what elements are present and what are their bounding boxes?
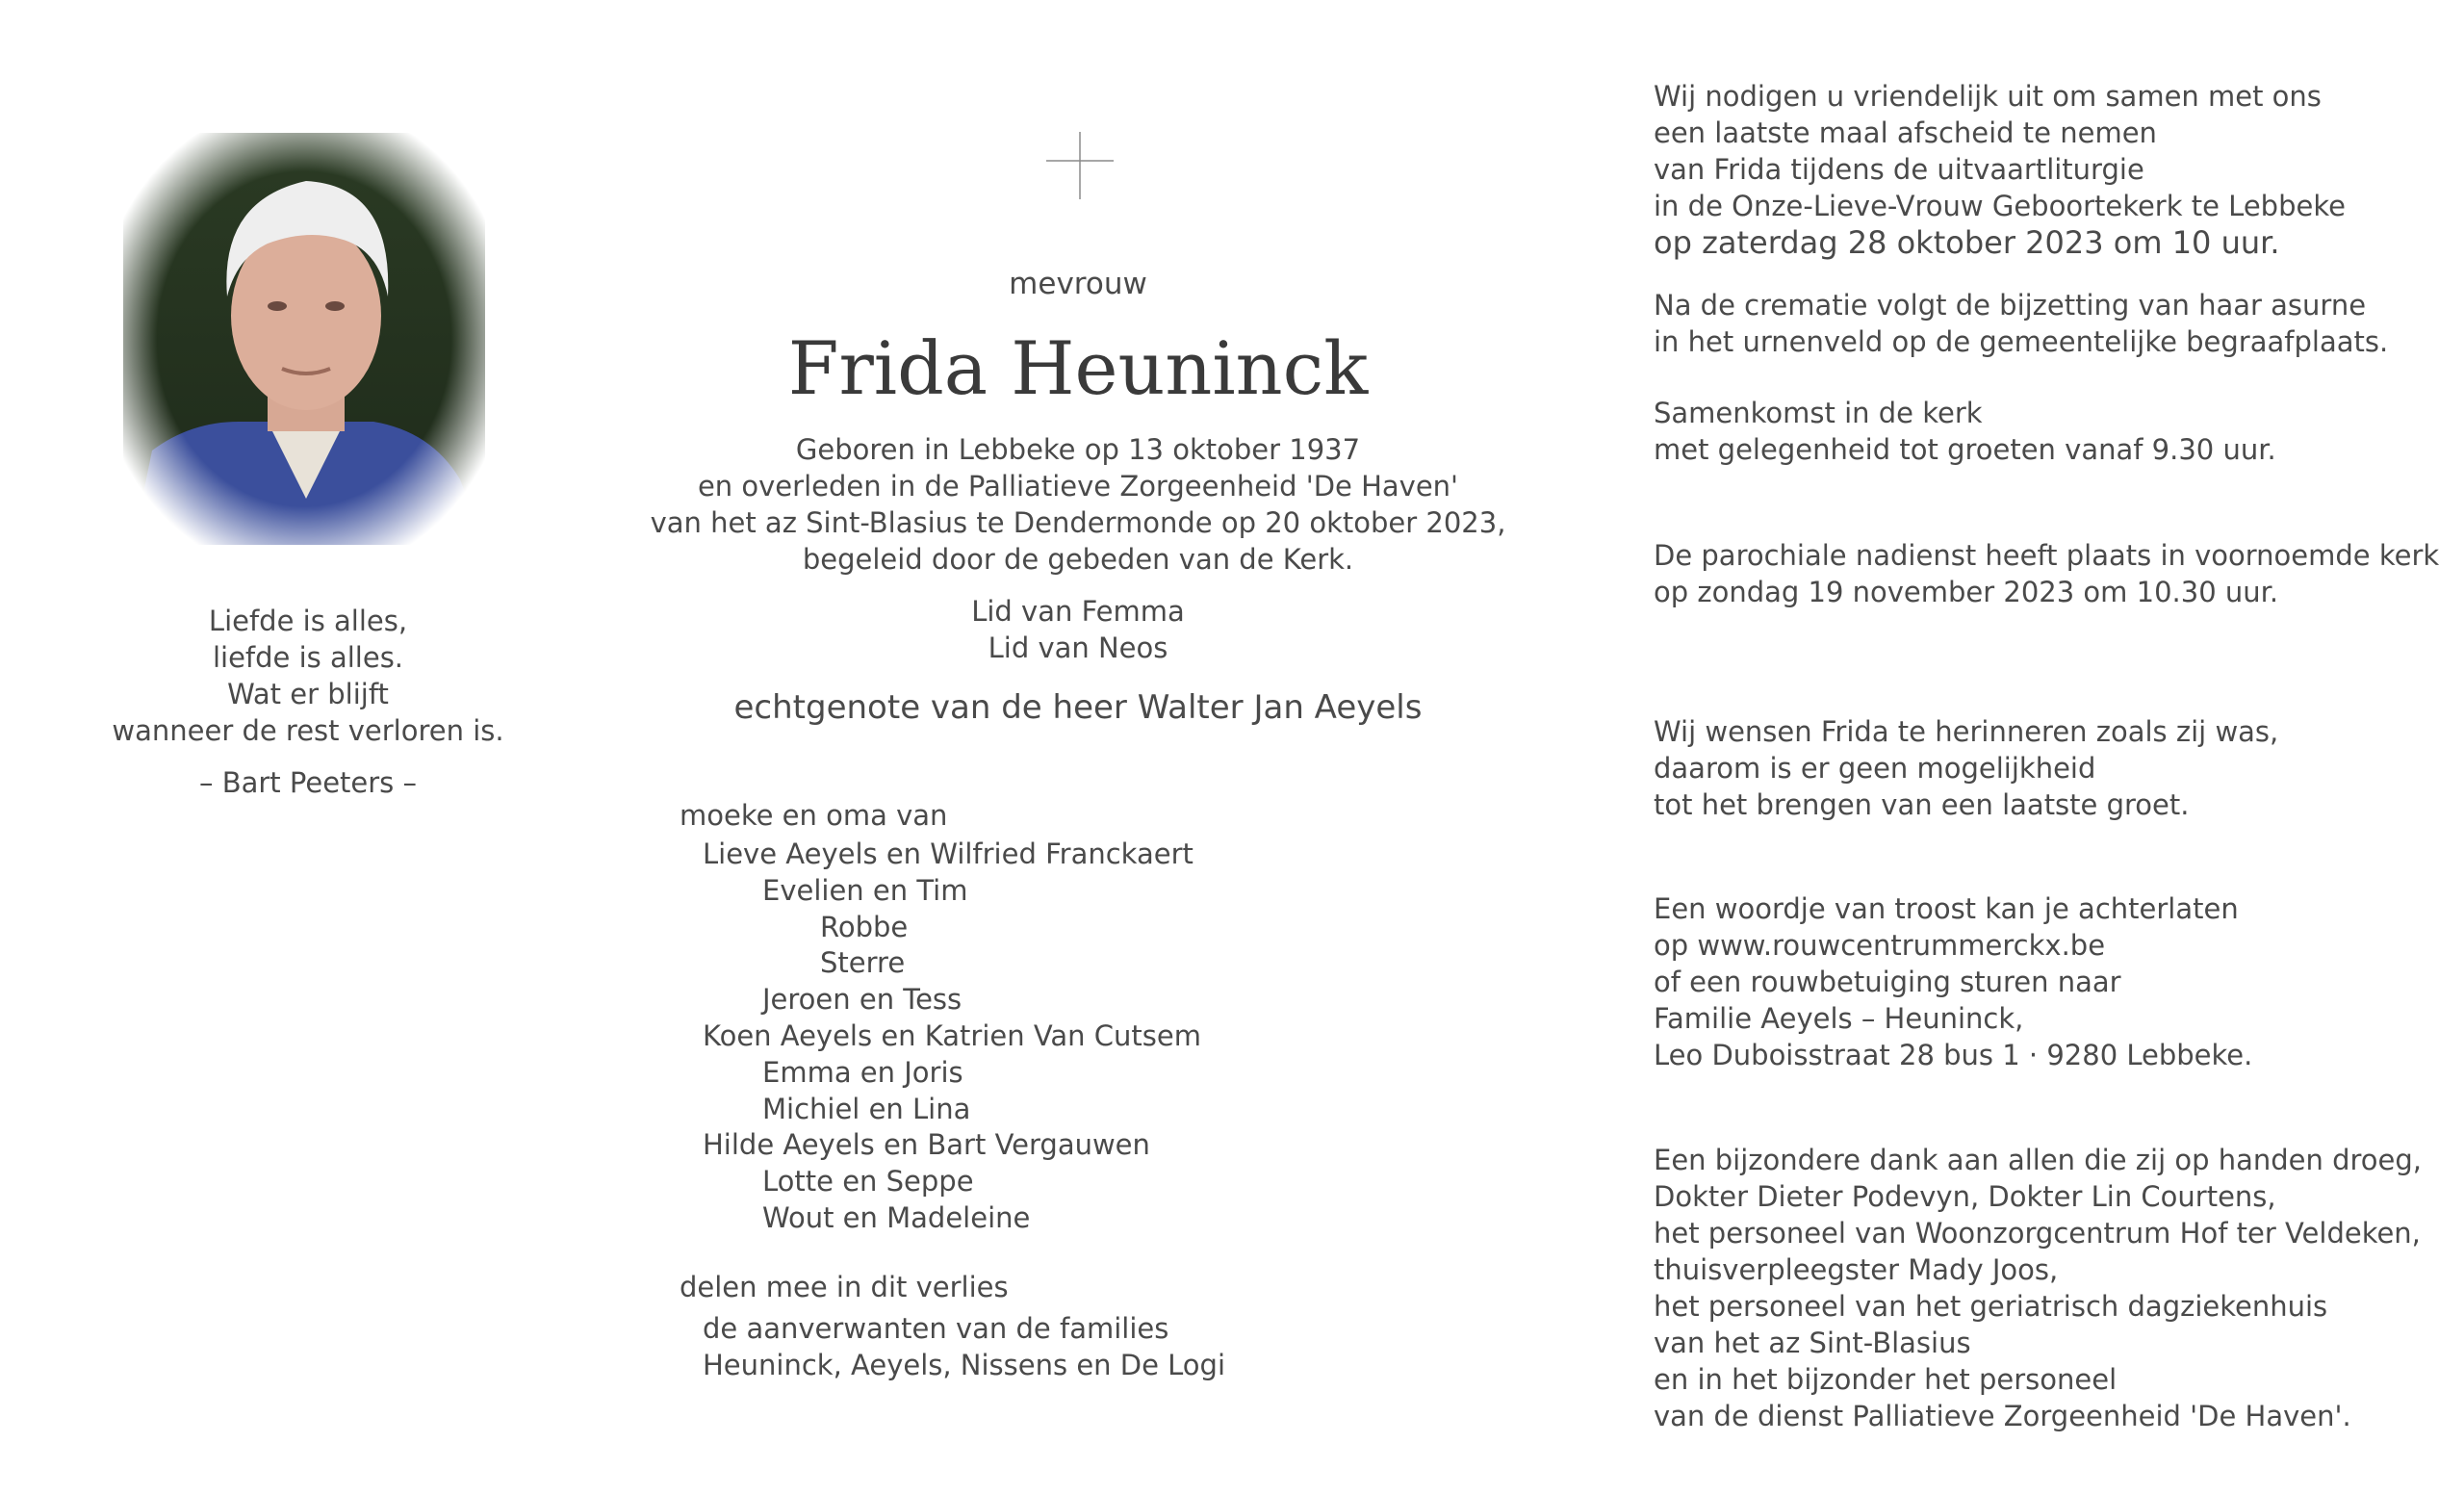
thanks-line: Een bijzondere dank aan allen die zij op handen droeg, bbox=[1654, 1144, 2422, 1176]
birth-line: van het az Sint-Blasius te Dendermonde op 20 oktober 2023, bbox=[650, 506, 1506, 539]
cremation-line: in het urnenveld op de gemeentelijke begraafplaats. bbox=[1654, 325, 2389, 358]
poem-line: Wat er blijft bbox=[227, 678, 389, 710]
thanks-line: en in het bijzonder het personeel bbox=[1654, 1363, 2118, 1396]
deceased-name: Frida Heuninck bbox=[787, 325, 1369, 411]
family-line: Jeroen en Tess bbox=[762, 983, 962, 1017]
remember-line: tot het brengen van een laatste groet. bbox=[1654, 788, 2190, 821]
relatives-line: de aanverwanten van de families bbox=[703, 1312, 1169, 1345]
family-line: Lieve Aeyels en Wilfried Franckaert bbox=[703, 838, 1194, 870]
cross-icon bbox=[1046, 132, 1114, 199]
memberships bbox=[683, 593, 1473, 666]
poem-author: – Bart Peeters – bbox=[199, 766, 417, 799]
condolence-website-line: op www.rouwcentrummerckx.be bbox=[1654, 929, 2106, 962]
mass-paragraph bbox=[1654, 537, 2439, 610]
thanks-line: het personeel van het geriatrisch dagziekenhuis bbox=[1654, 1290, 2328, 1323]
poem-line: liefde is alles. bbox=[212, 641, 404, 674]
family-line: Michiel en Lina bbox=[762, 1092, 971, 1125]
condolence-address-line: Leo Duboisstraat 28 bus 1 · 9280 Lebbeke. bbox=[1654, 1039, 2253, 1071]
poem-line: Liefde is alles, bbox=[208, 605, 408, 637]
gathering-line: Samenkomst in de kerk bbox=[1654, 397, 1983, 429]
thanks-line: van de dienst Palliatieve Zorgeenheid 'De Haven'. bbox=[1654, 1400, 2351, 1432]
family-line: Koen Aeyels en Katrien Van Cutsem bbox=[703, 1018, 1201, 1052]
cremation-paragraph bbox=[1654, 287, 2388, 360]
invitation-line: van Frida tijdens de uitvaartliturgie bbox=[1654, 153, 2144, 186]
condolence-address-line: Familie Aeyels – Heuninck, bbox=[1654, 1002, 2024, 1035]
portrait-photo bbox=[123, 133, 485, 545]
mass-line: op zondag 19 november 2023 om 10.30 uur. bbox=[1654, 576, 2279, 608]
title-prefix: mevrouw bbox=[1009, 267, 1147, 301]
gathering-line: met gelegenheid tot groeten vanaf 9.30 uur. bbox=[1654, 433, 2276, 466]
thanks-line: Dokter Dieter Podevyn, Dokter Lin Courtens, bbox=[1654, 1180, 2276, 1213]
poem-line: wanneer de rest verloren is. bbox=[112, 714, 504, 747]
thanks-line: thuisverpleegster Mady Joos, bbox=[1654, 1253, 2059, 1286]
thanks-line: het personeel van Woonzorgcentrum Hof ter Veldeken, bbox=[1654, 1217, 2421, 1250]
birth-line: begeleid door de gebeden van de Kerk. bbox=[802, 543, 1354, 576]
invitation-date-line: op zaterdag 28 oktober 2023 om 10 uur. bbox=[1654, 224, 2280, 261]
condolence-line: of een rouwbetuiging sturen naar bbox=[1654, 966, 2121, 998]
remember-line: daarom is er geen mogelijkheid bbox=[1654, 752, 2096, 785]
family-list bbox=[680, 837, 1201, 1237]
family-line: Emma en Joris bbox=[762, 1055, 963, 1089]
family-line: Evelien en Tim bbox=[762, 873, 968, 907]
birth-line: en overleden in de Palliatieve Zorgeenheid 'De Haven' bbox=[697, 470, 1459, 503]
thanks-line: van het az Sint-Blasius bbox=[1654, 1327, 1971, 1359]
family-line: Robbe bbox=[820, 910, 909, 943]
relatives-line: Heuninck, Aeyels, Nissens en De Logi bbox=[703, 1349, 1225, 1381]
relatives-title: delen mee in dit verlies bbox=[680, 1271, 1009, 1303]
membership-line: Lid van Neos bbox=[988, 632, 1168, 664]
spouse-line: echtgenote van de heer Walter Jan Aeyels bbox=[733, 688, 1423, 727]
condolence-paragraph bbox=[1654, 890, 2252, 1073]
family-line: Sterre bbox=[820, 946, 906, 980]
family-title: moeke en oma van bbox=[680, 799, 948, 832]
mass-line: De parochiale nadienst heeft plaats in voornoemde kerk bbox=[1654, 539, 2440, 572]
membership-line: Lid van Femma bbox=[971, 595, 1185, 628]
thanks-paragraph bbox=[1654, 1142, 2422, 1434]
invitation-line: een laatste maal afscheid te nemen bbox=[1654, 116, 2157, 149]
gathering-paragraph bbox=[1654, 395, 2276, 468]
family-line: Lotte en Seppe bbox=[762, 1165, 974, 1199]
remember-paragraph bbox=[1654, 713, 2278, 823]
family-line: Wout en Madeleine bbox=[762, 1200, 1031, 1234]
condolence-line: Een woordje van troost kan je achterlaten bbox=[1654, 892, 2239, 925]
family-line: Hilde Aeyels en Bart Vergauwen bbox=[703, 1128, 1150, 1162]
birth-line: Geboren in Lebbeke op 13 oktober 1937 bbox=[795, 433, 1361, 466]
remember-line: Wij wensen Frida te herinneren zoals zij was, bbox=[1654, 715, 2279, 748]
cremation-line: Na de crematie volgt de bijzetting van haar asurne bbox=[1654, 289, 2367, 322]
relatives-list bbox=[680, 1310, 1225, 1383]
invitation-paragraph bbox=[1654, 78, 2346, 261]
invitation-line: in de Onze-Lieve-Vrouw Geboortekerk te Lebbeke bbox=[1654, 190, 2346, 222]
poem bbox=[106, 603, 510, 749]
birth-death-info bbox=[626, 431, 1530, 578]
invitation-line: Wij nodigen u vriendelijk uit om samen met ons bbox=[1654, 80, 2322, 113]
